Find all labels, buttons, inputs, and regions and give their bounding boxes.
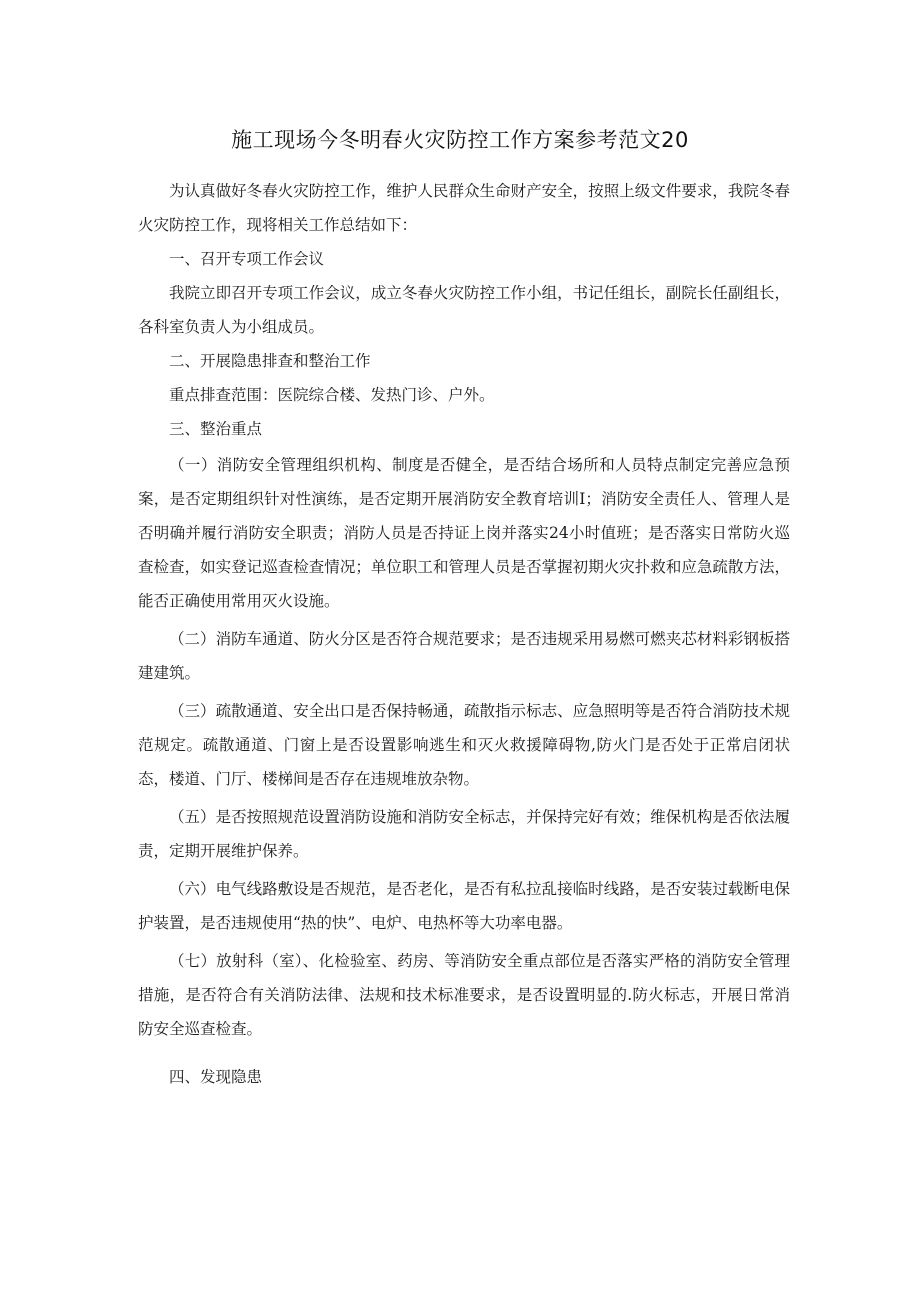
section-body-inspection: 重点排查范围：医院综合楼、发热门诊、户外。 <box>169 386 495 404</box>
key-point-item-3: （三）疏散通道、安全出口是否保持畅通，疏散指示标志、应急照明等是否符合消防技术规范规定。疏散通道、门窗上是否设置影响逃生和灭火救援障碍物,防火门是否处于正常启闭状态，楼道、门厅、楼梯间是否存在违规堆放杂物。 <box>138 702 790 788</box>
section-heading-meeting: 一、召开专项工作会议 <box>169 250 325 268</box>
key-point-item-6: （六）电气线路敷设是否规范，是否老化，是否有私拉乱接临时线路，是否安装过载断电保护装置，是否违规使用“热的快”、电炉、电热杯等大功率电器。 <box>138 880 790 932</box>
document-title: 施工现场今冬明春火灾防控工作方案参考范文20 <box>231 128 689 152</box>
section-body-meeting: 我院立即召开专项工作会议，成立冬春火灾防控工作小组，书记任组长，副院长任副组长，各科室负责人为小组成员。 <box>138 284 790 336</box>
key-point-item-1: （一）消防安全管理组织机构、制度是否健全，是否结合场所和人员特点制定完善应急预案，是否定期组织针对性演练，是否定期开展消防安全教育培训I；消防安全责任人、管理人是否明确并履行消防安全职责；消防人员是否持证上岗并落实24小时值班；是否落实日常防火巡查检查，如实登记巡查检查情况；单位职工和管理人员是否掌握初期火灾扑救和应急疏散方法，能否正确使用常用灭火设施。 <box>138 456 790 610</box>
section-heading-inspection: 二、开展隐患排查和整治工作 <box>169 352 371 370</box>
section-heading-key-points: 三、整治重点 <box>169 420 263 438</box>
key-point-item-5: （五）是否按照规范设置消防设施和消防安全标志，并保持完好有效；维保机构是否依法履责，定期开展维护保养。 <box>138 808 790 860</box>
document-body <box>138 174 790 1094</box>
key-point-item-2: （二）消防车通道、防火分区是否符合规范要求；是否违规采用易燃可燃夹芯材料彩钢板搭建建筑。 <box>138 630 790 682</box>
section-heading-hazards: 四、发现隐患 <box>169 1068 263 1086</box>
intro-paragraph: 为认真做好冬春火灾防控工作，维护人民群众生命财产安全，按照上级文件要求，我院冬春火灾防控工作，现将相关工作总结如下： <box>138 182 790 234</box>
key-point-item-7: （七）放射科（室）、化检验室、药房、等消防安全重点部位是否落实严格的消防安全管理措施，是否符合有关消防法律、法规和技术标准要求，是否设置明显的.防火标志，开展日常消防安全巡查检查。 <box>138 952 790 1038</box>
